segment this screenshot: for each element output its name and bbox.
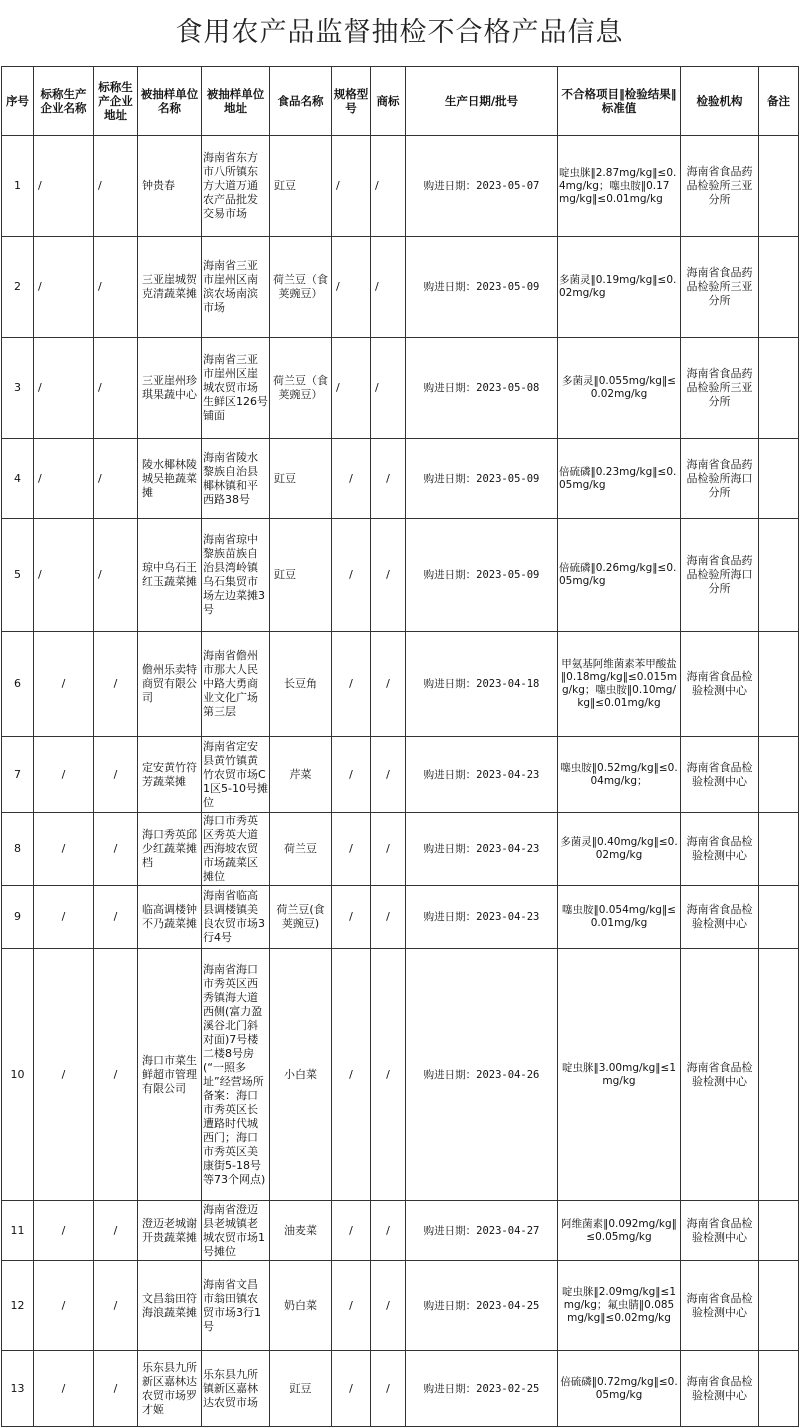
cell-inst: 海南省食品检验检测中心	[681, 886, 759, 949]
cell-note	[759, 1351, 799, 1427]
cell-note	[759, 439, 799, 519]
cell-inst: 海南省食品药品检验所三亚分所	[681, 136, 759, 237]
cell-item: 噻虫胺‖0.054mg/kg‖≤0.01mg/kg	[558, 886, 681, 949]
cell-food: 豇豆	[270, 519, 332, 632]
cell-no: 10	[2, 949, 34, 1201]
cell-spec: /	[332, 237, 371, 338]
cell-date: 购进日期：2023-02-25	[406, 1351, 558, 1427]
cell-mfr-addr: /	[94, 813, 138, 886]
cell-note	[759, 338, 799, 439]
cell-date: 购进日期：2023-05-09	[406, 439, 558, 519]
table-row	[2, 1201, 799, 1261]
cell-date: 购进日期：2023-05-09	[406, 237, 558, 338]
cell-inst: 海南省食品检验检测中心	[681, 1261, 759, 1351]
cell-spec: /	[332, 737, 371, 813]
cell-note	[759, 737, 799, 813]
cell-no: 1	[2, 136, 34, 237]
cell-item: 倍硫磷‖0.23mg/kg‖≤0.05mg/kg	[558, 439, 681, 519]
cell-sampled-addr: 海南省三亚市崖州区崖城农贸市场生鲜区126号铺面	[202, 338, 270, 439]
cell-inst: 海南省食品检验检测中心	[681, 1351, 759, 1427]
cell-item: 多菌灵‖0.19mg/kg‖≤0.02mg/kg	[558, 237, 681, 338]
header-spec: 规格型号	[332, 67, 371, 136]
cell-no: 4	[2, 439, 34, 519]
cell-sampled-addr: 海南省陵水黎族自治县椰林镇和平西路38号	[202, 439, 270, 519]
cell-mfr-addr: /	[94, 737, 138, 813]
cell-food: 长豆角	[270, 632, 332, 737]
table-row	[2, 632, 799, 737]
header-row	[2, 67, 799, 136]
cell-brand: /	[371, 338, 406, 439]
cell-sampled-addr: 乐东县九所镇新区嘉林达农贸市场	[202, 1351, 270, 1427]
cell-date: 购进日期：2023-04-23	[406, 886, 558, 949]
header-sampled-name: 被抽样单位名称	[138, 67, 202, 136]
table-row	[2, 886, 799, 949]
cell-sampled-name: 海口市菜生鲜超市管理有限公司	[138, 949, 202, 1201]
cell-sampled-addr: 海南省澄迈县老城镇老城农贸市场1号摊位	[202, 1201, 270, 1261]
table-row	[2, 519, 799, 632]
cell-item: 阿维菌素‖0.092mg/kg‖≤0.05mg/kg	[558, 1201, 681, 1261]
cell-item: 倍硫磷‖0.72mg/kg‖≤0.05mg/kg	[558, 1351, 681, 1427]
cell-note	[759, 136, 799, 237]
cell-no: 5	[2, 519, 34, 632]
cell-item: 噻虫胺‖0.52mg/kg‖≤0.04mg/kg；	[558, 737, 681, 813]
cell-spec: /	[332, 886, 371, 949]
cell-sampled-addr: 海南省海口市秀英区西秀镇海大道西侧(富力盈溪谷北门斜对面)7号楼二楼8号房(“一照多址”经营场所备案：海口市秀英区长遭路时代城西门；海口市秀英区美康街5-18号等73个网点)	[202, 949, 270, 1201]
cell-spec: /	[332, 338, 371, 439]
table-row	[2, 813, 799, 886]
cell-sampled-addr: 海南省东方市八所镇东方大道万通农产品批发交易市场	[202, 136, 270, 237]
cell-date: 购进日期：2023-04-23	[406, 813, 558, 886]
cell-mfr-addr: /	[94, 519, 138, 632]
cell-date: 购进日期：2023-05-08	[406, 338, 558, 439]
table-row	[2, 949, 799, 1201]
cell-note	[759, 813, 799, 886]
table-row	[2, 1261, 799, 1351]
cell-item: 多菌灵‖0.055mg/kg‖≤0.02mg/kg	[558, 338, 681, 439]
cell-sampled-name: 三亚崖城贺克清蔬菜摊	[138, 237, 202, 338]
cell-sampled-name: 儋州乐卖特商贸有限公司	[138, 632, 202, 737]
cell-date: 购进日期：2023-04-18	[406, 632, 558, 737]
cell-mfr-name: /	[34, 737, 94, 813]
cell-spec: /	[332, 136, 371, 237]
cell-item: 啶虫脒‖2.09mg/kg‖≤1mg/kg；氟虫腈‖0.085mg/kg‖≤0.02mg/kg	[558, 1261, 681, 1351]
cell-note	[759, 237, 799, 338]
cell-sampled-addr: 海口市秀英区秀英大道西海坡农贸市场蔬菜区摊位	[202, 813, 270, 886]
cell-date: 购进日期：2023-05-09	[406, 519, 558, 632]
header-date: 生产日期/批号	[406, 67, 558, 136]
cell-sampled-addr: 海南省琼中黎族苗族自治县湾岭镇乌石集贸市场左边菜摊3号	[202, 519, 270, 632]
cell-food: 荷兰豆(食荚豌豆)	[270, 886, 332, 949]
header-inst: 检验机构	[681, 67, 759, 136]
cell-no: 13	[2, 1351, 34, 1427]
cell-brand: /	[371, 136, 406, 237]
cell-date: 购进日期：2023-04-25	[406, 1261, 558, 1351]
table-row	[2, 737, 799, 813]
cell-item: 多菌灵‖0.40mg/kg‖≤0.02mg/kg	[558, 813, 681, 886]
cell-brand: /	[371, 886, 406, 949]
cell-mfr-name: /	[34, 338, 94, 439]
cell-sampled-addr: 海南省儋州市那大人民中路大勇商业文化广场第三层	[202, 632, 270, 737]
cell-sampled-addr: 海南省文昌市翁田镇农贸市场3行1号	[202, 1261, 270, 1351]
cell-note	[759, 632, 799, 737]
cell-item: 甲氨基阿维菌素苯甲酸盐‖0.18mg/kg‖≤0.015mg/kg；噻虫胺‖0.10mg/kg‖≤0.01mg/kg	[558, 632, 681, 737]
cell-inst: 海南省食品药品检验所海口分所	[681, 439, 759, 519]
cell-brand: /	[371, 439, 406, 519]
cell-food: 荷兰豆	[270, 813, 332, 886]
cell-no: 8	[2, 813, 34, 886]
cell-sampled-name: 钟贵春	[138, 136, 202, 237]
cell-no: 2	[2, 237, 34, 338]
cell-food: 芹菜	[270, 737, 332, 813]
cell-sampled-name: 乐东县九所新区嘉林达农贸市场罗才姬	[138, 1351, 202, 1427]
cell-date: 购进日期：2023-05-07	[406, 136, 558, 237]
cell-spec: /	[332, 632, 371, 737]
cell-mfr-name: /	[34, 237, 94, 338]
cell-sampled-addr: 海南省定安县黄竹镇黄竹农贸市场C1区5-10号摊位	[202, 737, 270, 813]
cell-mfr-addr: /	[94, 439, 138, 519]
cell-mfr-name: /	[34, 1351, 94, 1427]
cell-inst: 海南省食品检验检测中心	[681, 1201, 759, 1261]
cell-inst: 海南省食品药品检验所三亚分所	[681, 338, 759, 439]
cell-note	[759, 519, 799, 632]
cell-inst: 海南省食品药品检验所三亚分所	[681, 237, 759, 338]
cell-no: 11	[2, 1201, 34, 1261]
cell-mfr-addr: /	[94, 237, 138, 338]
cell-sampled-name: 临高调楼钟不乃蔬菜摊	[138, 886, 202, 949]
cell-note	[759, 886, 799, 949]
cell-food: 油麦菜	[270, 1201, 332, 1261]
cell-food: 小白菜	[270, 949, 332, 1201]
cell-inst: 海南省食品检验检测中心	[681, 632, 759, 737]
cell-food: 荷兰豆（食荚豌豆）	[270, 237, 332, 338]
cell-spec: /	[332, 949, 371, 1201]
cell-sampled-addr: 海南省三亚市崖州区南滨农场南滨市场	[202, 237, 270, 338]
header-no: 序号	[2, 67, 34, 136]
cell-spec: /	[332, 519, 371, 632]
cell-sampled-addr: 海南省临高县调楼镇美良农贸市场3行4号	[202, 886, 270, 949]
header-brand: 商标	[371, 67, 406, 136]
cell-note	[759, 949, 799, 1201]
cell-sampled-name: 琼中乌石王红玉蔬菜摊	[138, 519, 202, 632]
cell-mfr-addr: /	[94, 136, 138, 237]
results-table	[1, 66, 799, 1427]
header-mfr-addr: 标称生产企业地址	[94, 67, 138, 136]
cell-item: 啶虫脒‖2.87mg/kg‖≤0.4mg/kg；噻虫胺‖0.17mg/kg‖≤0.01mg/kg	[558, 136, 681, 237]
cell-mfr-name: /	[34, 1201, 94, 1261]
cell-no: 12	[2, 1261, 34, 1351]
cell-note	[759, 1261, 799, 1351]
cell-no: 6	[2, 632, 34, 737]
table-row	[2, 237, 799, 338]
cell-brand: /	[371, 237, 406, 338]
table-row	[2, 136, 799, 237]
cell-mfr-name: /	[34, 632, 94, 737]
cell-date: 购进日期：2023-04-27	[406, 1201, 558, 1261]
cell-brand: /	[371, 519, 406, 632]
cell-brand: /	[371, 1201, 406, 1261]
cell-mfr-name: /	[34, 1261, 94, 1351]
cell-item: 啶虫脒‖3.00mg/kg‖≤1mg/kg	[558, 949, 681, 1201]
header-item: 不合格项目‖检验结果‖标准值	[558, 67, 681, 136]
cell-spec: /	[332, 439, 371, 519]
cell-mfr-name: /	[34, 519, 94, 632]
cell-spec: /	[332, 1261, 371, 1351]
cell-sampled-name: 陵水椰林陵城吴艳蔬菜摊	[138, 439, 202, 519]
cell-spec: /	[332, 1201, 371, 1261]
cell-food: 荷兰豆（食荚豌豆）	[270, 338, 332, 439]
header-mfr-name: 标称生产企业名称	[34, 67, 94, 136]
cell-brand: /	[371, 949, 406, 1201]
header-note: 备注	[759, 67, 799, 136]
cell-brand: /	[371, 1261, 406, 1351]
cell-inst: 海南省食品药品检验所海口分所	[681, 519, 759, 632]
cell-spec: /	[332, 813, 371, 886]
cell-spec: /	[332, 1351, 371, 1427]
cell-sampled-name: 定安黄竹符芳蔬菜摊	[138, 737, 202, 813]
cell-food: 奶白菜	[270, 1261, 332, 1351]
cell-note	[759, 1201, 799, 1261]
header-food: 食品名称	[270, 67, 332, 136]
cell-brand: /	[371, 1351, 406, 1427]
cell-mfr-name: /	[34, 949, 94, 1201]
cell-mfr-addr: /	[94, 632, 138, 737]
cell-no: 9	[2, 886, 34, 949]
cell-mfr-addr: /	[94, 949, 138, 1201]
cell-mfr-name: /	[34, 136, 94, 237]
cell-item: 倍硫磷‖0.26mg/kg‖≤0.05mg/kg	[558, 519, 681, 632]
cell-sampled-name: 三亚崖州珍琪果蔬中心	[138, 338, 202, 439]
cell-no: 7	[2, 737, 34, 813]
cell-mfr-name: /	[34, 439, 94, 519]
cell-inst: 海南省食品检验检测中心	[681, 737, 759, 813]
cell-inst: 海南省食品检验检测中心	[681, 949, 759, 1201]
cell-food: 豇豆	[270, 136, 332, 237]
cell-mfr-name: /	[34, 813, 94, 886]
cell-mfr-addr: /	[94, 1261, 138, 1351]
cell-brand: /	[371, 632, 406, 737]
cell-food: 豇豆	[270, 1351, 332, 1427]
cell-sampled-name: 澄迈老城谢开贵蔬菜摊	[138, 1201, 202, 1261]
page-title: 食用农产品监督抽检不合格产品信息	[175, 17, 624, 48]
cell-food: 豇豆	[270, 439, 332, 519]
cell-mfr-addr: /	[94, 886, 138, 949]
cell-mfr-name: /	[34, 886, 94, 949]
header-sampled-addr: 被抽样单位地址	[202, 67, 270, 136]
table-row	[2, 1351, 799, 1427]
table-row	[2, 439, 799, 519]
cell-mfr-addr: /	[94, 1351, 138, 1427]
cell-sampled-name: 海口秀英邱少红蔬菜摊档	[138, 813, 202, 886]
cell-date: 购进日期：2023-04-26	[406, 949, 558, 1201]
cell-mfr-addr: /	[94, 338, 138, 439]
cell-brand: /	[371, 813, 406, 886]
cell-date: 购进日期：2023-04-23	[406, 737, 558, 813]
cell-brand: /	[371, 737, 406, 813]
cell-sampled-name: 文昌翁田符海浪蔬菜摊	[138, 1261, 202, 1351]
cell-no: 3	[2, 338, 34, 439]
cell-mfr-addr: /	[94, 1201, 138, 1261]
table-row	[2, 338, 799, 439]
cell-inst: 海南省食品检验检测中心	[681, 813, 759, 886]
